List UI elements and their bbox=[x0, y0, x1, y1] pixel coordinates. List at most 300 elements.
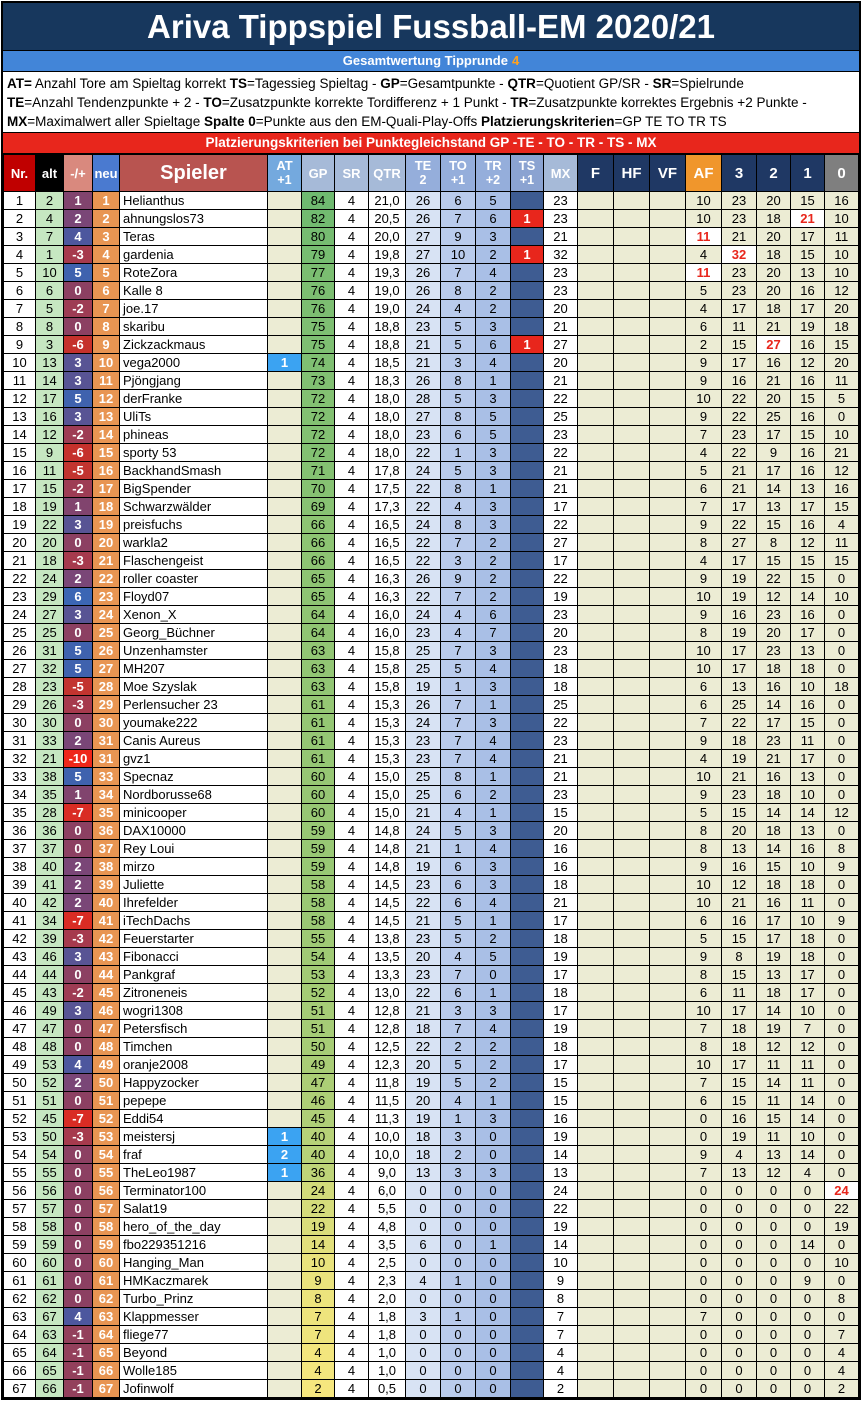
cell-viertelfinale bbox=[650, 1290, 686, 1308]
cell-rank-change: -2 bbox=[64, 984, 93, 1002]
cell-player-name: youmake222 bbox=[120, 714, 268, 732]
cell-to-points: 1 bbox=[441, 840, 476, 858]
table-row bbox=[4, 570, 859, 588]
cell-old-rank: 7 bbox=[36, 228, 64, 246]
col-header-f: F bbox=[578, 155, 614, 192]
cell-playoffs: 12 bbox=[825, 282, 859, 300]
cell-quotient: 11,3 bbox=[369, 1110, 406, 1128]
cell-finale bbox=[578, 534, 614, 552]
cell-playoffs: 9 bbox=[825, 858, 859, 876]
cell-tr-points: 1 bbox=[476, 696, 511, 714]
cell-tr-points: 4 bbox=[476, 732, 511, 750]
cell-player-name: mirzo bbox=[120, 858, 268, 876]
cell-te-points: 27 bbox=[406, 228, 441, 246]
cell-finale bbox=[578, 624, 614, 642]
cell-achtelfinale: 0 bbox=[686, 1218, 722, 1236]
cell-ts-bonus bbox=[511, 498, 544, 516]
cell-max: 21 bbox=[544, 372, 578, 390]
cell-rank-change: 0 bbox=[64, 1290, 93, 1308]
cell-player-name: fliege77 bbox=[120, 1326, 268, 1344]
cell-spielrunde: 4 bbox=[335, 912, 369, 930]
cell-old-rank: 18 bbox=[36, 552, 64, 570]
cell-max: 18 bbox=[544, 984, 578, 1002]
cell-spieltag-1: 15 bbox=[791, 552, 825, 570]
cell-achtelfinale: 6 bbox=[686, 696, 722, 714]
cell-new-rank: 55 bbox=[93, 1164, 120, 1182]
cell-old-rank: 47 bbox=[36, 1020, 64, 1038]
cell-ts-bonus bbox=[511, 1128, 544, 1146]
cell-spieltag-1: 16 bbox=[791, 462, 825, 480]
cell-rank-change: -10 bbox=[64, 750, 93, 768]
cell-gp-total: 75 bbox=[302, 336, 335, 354]
cell-max: 2 bbox=[544, 1380, 578, 1398]
cell-ts-bonus bbox=[511, 552, 544, 570]
cell-new-rank: 33 bbox=[93, 768, 120, 786]
table-row bbox=[4, 1164, 859, 1182]
cell-tr-points: 4 bbox=[476, 840, 511, 858]
cell-viertelfinale bbox=[650, 1038, 686, 1056]
cell-spieltag-1: 15 bbox=[791, 246, 825, 264]
cell-spieltag-3: 20 bbox=[722, 822, 757, 840]
cell-finale bbox=[578, 1002, 614, 1020]
cell-achtelfinale: 10 bbox=[686, 1056, 722, 1074]
table-row bbox=[4, 1308, 859, 1326]
cell-quotient: 15,8 bbox=[369, 642, 406, 660]
cell-max: 4 bbox=[544, 1362, 578, 1380]
cell-spieltag-2: 20 bbox=[757, 228, 791, 246]
cell-gp-total: 22 bbox=[302, 1200, 335, 1218]
cell-ts-bonus bbox=[511, 966, 544, 984]
cell-rank-change: -3 bbox=[64, 1128, 93, 1146]
cell-gp-total: 60 bbox=[302, 804, 335, 822]
cell-at-bonus: 1 bbox=[268, 354, 302, 372]
cell-to-points: 5 bbox=[441, 660, 476, 678]
cell-achtelfinale: 9 bbox=[686, 948, 722, 966]
cell-viertelfinale bbox=[650, 1380, 686, 1398]
cell-gp-total: 79 bbox=[302, 246, 335, 264]
cell-achtelfinale: 10 bbox=[686, 768, 722, 786]
cell-playoffs: 18 bbox=[825, 318, 859, 336]
cell-ts-bonus bbox=[511, 1182, 544, 1200]
cell-rank: 50 bbox=[4, 1074, 36, 1092]
cell-spielrunde: 4 bbox=[335, 534, 369, 552]
cell-player-name: roller coaster bbox=[120, 570, 268, 588]
cell-to-points: 6 bbox=[441, 192, 476, 210]
cell-old-rank: 61 bbox=[36, 1272, 64, 1290]
cell-halbfinale bbox=[614, 1308, 650, 1326]
cell-spielrunde: 4 bbox=[335, 1002, 369, 1020]
cell-finale bbox=[578, 1362, 614, 1380]
cell-old-rank: 38 bbox=[36, 768, 64, 786]
cell-finale bbox=[578, 876, 614, 894]
cell-to-points: 4 bbox=[441, 606, 476, 624]
cell-rank: 18 bbox=[4, 498, 36, 516]
cell-spieltag-2: 22 bbox=[757, 570, 791, 588]
cell-max: 19 bbox=[544, 588, 578, 606]
cell-new-rank: 51 bbox=[93, 1092, 120, 1110]
cell-quotient: 12,5 bbox=[369, 1038, 406, 1056]
cell-to-points: 7 bbox=[441, 1020, 476, 1038]
cell-ts-bonus bbox=[511, 1092, 544, 1110]
cell-halbfinale bbox=[614, 462, 650, 480]
cell-spielrunde: 4 bbox=[335, 606, 369, 624]
cell-old-rank: 15 bbox=[36, 480, 64, 498]
cell-te-points: 0 bbox=[406, 1344, 441, 1362]
cell-new-rank: 56 bbox=[93, 1182, 120, 1200]
cell-spieltag-2: 18 bbox=[757, 300, 791, 318]
cell-viertelfinale bbox=[650, 678, 686, 696]
cell-spieltag-3: 23 bbox=[722, 210, 757, 228]
cell-te-points: 24 bbox=[406, 516, 441, 534]
cell-playoffs: 0 bbox=[825, 1308, 859, 1326]
cell-tr-points: 2 bbox=[476, 930, 511, 948]
cell-quotient: 19,0 bbox=[369, 300, 406, 318]
cell-max: 18 bbox=[544, 678, 578, 696]
cell-at-bonus bbox=[268, 372, 302, 390]
cell-playoffs: 0 bbox=[825, 750, 859, 768]
cell-playoffs: 12 bbox=[825, 804, 859, 822]
cell-player-name: Flaschengeist bbox=[120, 552, 268, 570]
cell-player-name: Pjöngjang bbox=[120, 372, 268, 390]
cell-new-rank: 57 bbox=[93, 1200, 120, 1218]
cell-gp-total: 66 bbox=[302, 516, 335, 534]
cell-rank: 57 bbox=[4, 1200, 36, 1218]
cell-player-name: Rey Loui bbox=[120, 840, 268, 858]
cell-gp-total: 63 bbox=[302, 642, 335, 660]
cell-playoffs: 4 bbox=[825, 1344, 859, 1362]
cell-spielrunde: 4 bbox=[335, 408, 369, 426]
cell-spielrunde: 4 bbox=[335, 498, 369, 516]
cell-te-points: 26 bbox=[406, 282, 441, 300]
cell-halbfinale bbox=[614, 822, 650, 840]
legend-line: AT= Anzahl Tore am Spieltag korrekt TS=Tagessieg Spieltag - GP=Gesamtpunkte - QTR=Quotient GP/SR - SR=Spielrunde bbox=[7, 76, 744, 91]
cell-spieltag-2: 0 bbox=[757, 1290, 791, 1308]
cell-rank: 54 bbox=[4, 1146, 36, 1164]
cell-new-rank: 47 bbox=[93, 1020, 120, 1038]
cell-max: 21 bbox=[544, 318, 578, 336]
cell-rank: 62 bbox=[4, 1290, 36, 1308]
cell-spielrunde: 4 bbox=[335, 930, 369, 948]
cell-tr-points: 6 bbox=[476, 210, 511, 228]
cell-playoffs: 0 bbox=[825, 1020, 859, 1038]
cell-viertelfinale bbox=[650, 1344, 686, 1362]
cell-playoffs: 0 bbox=[825, 606, 859, 624]
cell-achtelfinale: 0 bbox=[686, 1380, 722, 1398]
cell-finale bbox=[578, 1110, 614, 1128]
cell-new-rank: 38 bbox=[93, 858, 120, 876]
cell-to-points: 8 bbox=[441, 408, 476, 426]
cell-tr-points: 3 bbox=[476, 1110, 511, 1128]
cell-rank-change: 3 bbox=[64, 354, 93, 372]
cell-player-name: iTechDachs bbox=[120, 912, 268, 930]
cell-tr-points: 2 bbox=[476, 534, 511, 552]
cell-max: 19 bbox=[544, 948, 578, 966]
cell-halbfinale bbox=[614, 1254, 650, 1272]
cell-spieltag-3: 22 bbox=[722, 390, 757, 408]
cell-gp-total: 61 bbox=[302, 750, 335, 768]
cell-at-bonus bbox=[268, 1182, 302, 1200]
cell-new-rank: 8 bbox=[93, 318, 120, 336]
cell-te-points: 19 bbox=[406, 1074, 441, 1092]
cell-achtelfinale: 0 bbox=[686, 1326, 722, 1344]
cell-at-bonus bbox=[268, 1218, 302, 1236]
cell-spieltag-3: 22 bbox=[722, 714, 757, 732]
cell-spieltag-1: 13 bbox=[791, 264, 825, 282]
cell-spieltag-1: 16 bbox=[791, 408, 825, 426]
cell-viertelfinale bbox=[650, 642, 686, 660]
cell-to-points: 3 bbox=[441, 1002, 476, 1020]
cell-max: 22 bbox=[544, 714, 578, 732]
cell-achtelfinale: 4 bbox=[686, 444, 722, 462]
table-row bbox=[4, 804, 859, 822]
cell-playoffs: 10 bbox=[825, 210, 859, 228]
cell-viertelfinale bbox=[650, 804, 686, 822]
cell-spieltag-1: 19 bbox=[791, 318, 825, 336]
cell-old-rank: 67 bbox=[36, 1308, 64, 1326]
cell-te-points: 23 bbox=[406, 966, 441, 984]
cell-viertelfinale bbox=[650, 318, 686, 336]
cell-ts-bonus bbox=[511, 768, 544, 786]
cell-ts-bonus bbox=[511, 1218, 544, 1236]
cell-finale bbox=[578, 192, 614, 210]
cell-to-points: 5 bbox=[441, 1074, 476, 1092]
cell-halbfinale bbox=[614, 1362, 650, 1380]
cell-te-points: 24 bbox=[406, 462, 441, 480]
cell-halbfinale bbox=[614, 1092, 650, 1110]
cell-viertelfinale bbox=[650, 534, 686, 552]
cell-spieltag-2: 17 bbox=[757, 912, 791, 930]
cell-gp-total: 65 bbox=[302, 588, 335, 606]
cell-old-rank: 25 bbox=[36, 624, 64, 642]
cell-rank-change: 3 bbox=[64, 408, 93, 426]
cell-spieltag-1: 12 bbox=[791, 534, 825, 552]
cell-tr-points: 0 bbox=[476, 1182, 511, 1200]
cell-spieltag-2: 21 bbox=[757, 372, 791, 390]
cell-spieltag-3: 21 bbox=[722, 462, 757, 480]
cell-finale bbox=[578, 1326, 614, 1344]
cell-playoffs: 0 bbox=[825, 1074, 859, 1092]
cell-max: 23 bbox=[544, 642, 578, 660]
cell-player-name: Moe Szyslak bbox=[120, 678, 268, 696]
cell-achtelfinale: 7 bbox=[686, 1164, 722, 1182]
cell-spieltag-2: 14 bbox=[757, 1074, 791, 1092]
cell-spieltag-2: 0 bbox=[757, 1380, 791, 1398]
cell-rank: 60 bbox=[4, 1254, 36, 1272]
cell-max: 18 bbox=[544, 1038, 578, 1056]
cell-spieltag-2: 18 bbox=[757, 660, 791, 678]
cell-spieltag-3: 23 bbox=[722, 786, 757, 804]
cell-te-points: 24 bbox=[406, 606, 441, 624]
cell-viertelfinale bbox=[650, 948, 686, 966]
cell-spieltag-2: 19 bbox=[757, 1020, 791, 1038]
cell-spielrunde: 4 bbox=[335, 426, 369, 444]
cell-te-points: 21 bbox=[406, 804, 441, 822]
cell-player-name: Terminator100 bbox=[120, 1182, 268, 1200]
cell-spieltag-3: 15 bbox=[722, 1074, 757, 1092]
cell-spieltag-2: 18 bbox=[757, 876, 791, 894]
cell-gp-total: 47 bbox=[302, 1074, 335, 1092]
cell-rank-change: 3 bbox=[64, 948, 93, 966]
cell-te-points: 21 bbox=[406, 840, 441, 858]
table-row bbox=[4, 1380, 859, 1398]
cell-player-name: skaribu bbox=[120, 318, 268, 336]
cell-player-name: Helianthus bbox=[120, 192, 268, 210]
cell-new-rank: 26 bbox=[93, 642, 120, 660]
cell-achtelfinale: 0 bbox=[686, 1272, 722, 1290]
table-row bbox=[4, 426, 859, 444]
cell-spieltag-3: 15 bbox=[722, 1092, 757, 1110]
cell-achtelfinale: 7 bbox=[686, 1074, 722, 1092]
cell-achtelfinale: 10 bbox=[686, 588, 722, 606]
cell-finale bbox=[578, 336, 614, 354]
cell-max: 21 bbox=[544, 768, 578, 786]
table-row bbox=[4, 696, 859, 714]
cell-viertelfinale bbox=[650, 390, 686, 408]
cell-new-rank: 42 bbox=[93, 930, 120, 948]
cell-spieltag-2: 0 bbox=[757, 1344, 791, 1362]
cell-achtelfinale: 6 bbox=[686, 678, 722, 696]
cell-spieltag-3: 27 bbox=[722, 534, 757, 552]
table-row bbox=[4, 714, 859, 732]
cell-tr-points: 3 bbox=[476, 318, 511, 336]
cell-playoffs: 0 bbox=[825, 768, 859, 786]
cell-new-rank: 37 bbox=[93, 840, 120, 858]
cell-gp-total: 53 bbox=[302, 966, 335, 984]
cell-te-points: 21 bbox=[406, 336, 441, 354]
cell-te-points: 20 bbox=[406, 1092, 441, 1110]
cell-playoffs: 0 bbox=[825, 1110, 859, 1128]
cell-viertelfinale bbox=[650, 426, 686, 444]
cell-spieltag-1: 17 bbox=[791, 624, 825, 642]
legend bbox=[3, 72, 859, 133]
table-row bbox=[4, 966, 859, 984]
cell-spieltag-2: 17 bbox=[757, 714, 791, 732]
cell-viertelfinale bbox=[650, 1020, 686, 1038]
cell-halbfinale bbox=[614, 948, 650, 966]
cell-to-points: 9 bbox=[441, 228, 476, 246]
cell-viertelfinale bbox=[650, 822, 686, 840]
cell-spieltag-3: 0 bbox=[722, 1380, 757, 1398]
cell-player-name: Petersfisch bbox=[120, 1020, 268, 1038]
cell-achtelfinale: 9 bbox=[686, 354, 722, 372]
cell-achtelfinale: 10 bbox=[686, 660, 722, 678]
table-row bbox=[4, 1056, 859, 1074]
cell-playoffs: 0 bbox=[825, 696, 859, 714]
cell-viertelfinale bbox=[650, 1182, 686, 1200]
cell-finale bbox=[578, 606, 614, 624]
cell-ts-bonus bbox=[511, 1056, 544, 1074]
cell-rank-change: 0 bbox=[64, 714, 93, 732]
cell-new-rank: 17 bbox=[93, 480, 120, 498]
cell-spieltag-2: 27 bbox=[757, 336, 791, 354]
cell-viertelfinale bbox=[650, 1146, 686, 1164]
cell-player-name: TheLeo1987 bbox=[120, 1164, 268, 1182]
cell-new-rank: 12 bbox=[93, 390, 120, 408]
cell-old-rank: 39 bbox=[36, 930, 64, 948]
cell-rank-change: 0 bbox=[64, 1200, 93, 1218]
cell-to-points: 0 bbox=[441, 1254, 476, 1272]
cell-achtelfinale: 0 bbox=[686, 1344, 722, 1362]
cell-player-name: gardenia bbox=[120, 246, 268, 264]
cell-spieltag-2: 8 bbox=[757, 534, 791, 552]
cell-viertelfinale bbox=[650, 1308, 686, 1326]
cell-at-bonus bbox=[268, 876, 302, 894]
cell-spieltag-2: 14 bbox=[757, 696, 791, 714]
cell-rank-change: -2 bbox=[64, 426, 93, 444]
cell-old-rank: 63 bbox=[36, 1326, 64, 1344]
cell-old-rank: 4 bbox=[36, 210, 64, 228]
cell-halbfinale bbox=[614, 246, 650, 264]
cell-at-bonus bbox=[268, 1200, 302, 1218]
cell-old-rank: 58 bbox=[36, 1218, 64, 1236]
cell-old-rank: 23 bbox=[36, 678, 64, 696]
cell-spielrunde: 4 bbox=[335, 1272, 369, 1290]
cell-rank-change: -3 bbox=[64, 246, 93, 264]
cell-rank: 48 bbox=[4, 1038, 36, 1056]
cell-viertelfinale bbox=[650, 498, 686, 516]
cell-finale bbox=[578, 354, 614, 372]
cell-gp-total: 52 bbox=[302, 984, 335, 1002]
cell-playoffs: 24 bbox=[825, 1182, 859, 1200]
cell-new-rank: 28 bbox=[93, 678, 120, 696]
cell-spieltag-2: 23 bbox=[757, 732, 791, 750]
cell-halbfinale bbox=[614, 534, 650, 552]
cell-rank-change: 5 bbox=[64, 264, 93, 282]
cell-halbfinale bbox=[614, 858, 650, 876]
cell-te-points: 23 bbox=[406, 318, 441, 336]
cell-spieltag-3: 11 bbox=[722, 318, 757, 336]
cell-at-bonus bbox=[268, 1092, 302, 1110]
cell-quotient: 12,8 bbox=[369, 1002, 406, 1020]
cell-new-rank: 65 bbox=[93, 1344, 120, 1362]
cell-viertelfinale bbox=[650, 228, 686, 246]
cell-spieltag-1: 17 bbox=[791, 984, 825, 1002]
table-row bbox=[4, 1110, 859, 1128]
cell-gp-total: 50 bbox=[302, 1038, 335, 1056]
cell-tr-points: 4 bbox=[476, 1020, 511, 1038]
cell-new-rank: 34 bbox=[93, 786, 120, 804]
cell-finale bbox=[578, 1272, 614, 1290]
cell-halbfinale bbox=[614, 930, 650, 948]
cell-tr-points: 5 bbox=[476, 408, 511, 426]
cell-to-points: 4 bbox=[441, 300, 476, 318]
cell-te-points: 0 bbox=[406, 1326, 441, 1344]
cell-viertelfinale bbox=[650, 768, 686, 786]
cell-spieltag-3: 21 bbox=[722, 894, 757, 912]
cell-at-bonus bbox=[268, 1056, 302, 1074]
cell-halbfinale bbox=[614, 642, 650, 660]
cell-at-bonus bbox=[268, 1002, 302, 1020]
cell-spielrunde: 4 bbox=[335, 750, 369, 768]
cell-to-points: 7 bbox=[441, 750, 476, 768]
cell-viertelfinale bbox=[650, 1236, 686, 1254]
cell-achtelfinale: 6 bbox=[686, 912, 722, 930]
cell-player-name: wogri1308 bbox=[120, 1002, 268, 1020]
cell-halbfinale bbox=[614, 1236, 650, 1254]
cell-gp-total: 77 bbox=[302, 264, 335, 282]
cell-old-rank: 29 bbox=[36, 588, 64, 606]
cell-rank: 16 bbox=[4, 462, 36, 480]
cell-spielrunde: 4 bbox=[335, 642, 369, 660]
cell-old-rank: 66 bbox=[36, 1380, 64, 1398]
cell-viertelfinale bbox=[650, 462, 686, 480]
cell-to-points: 6 bbox=[441, 426, 476, 444]
cell-ts-bonus bbox=[511, 480, 544, 498]
cell-gp-total: 72 bbox=[302, 408, 335, 426]
cell-achtelfinale: 0 bbox=[686, 1128, 722, 1146]
cell-max: 32 bbox=[544, 246, 578, 264]
cell-ts-bonus bbox=[511, 606, 544, 624]
